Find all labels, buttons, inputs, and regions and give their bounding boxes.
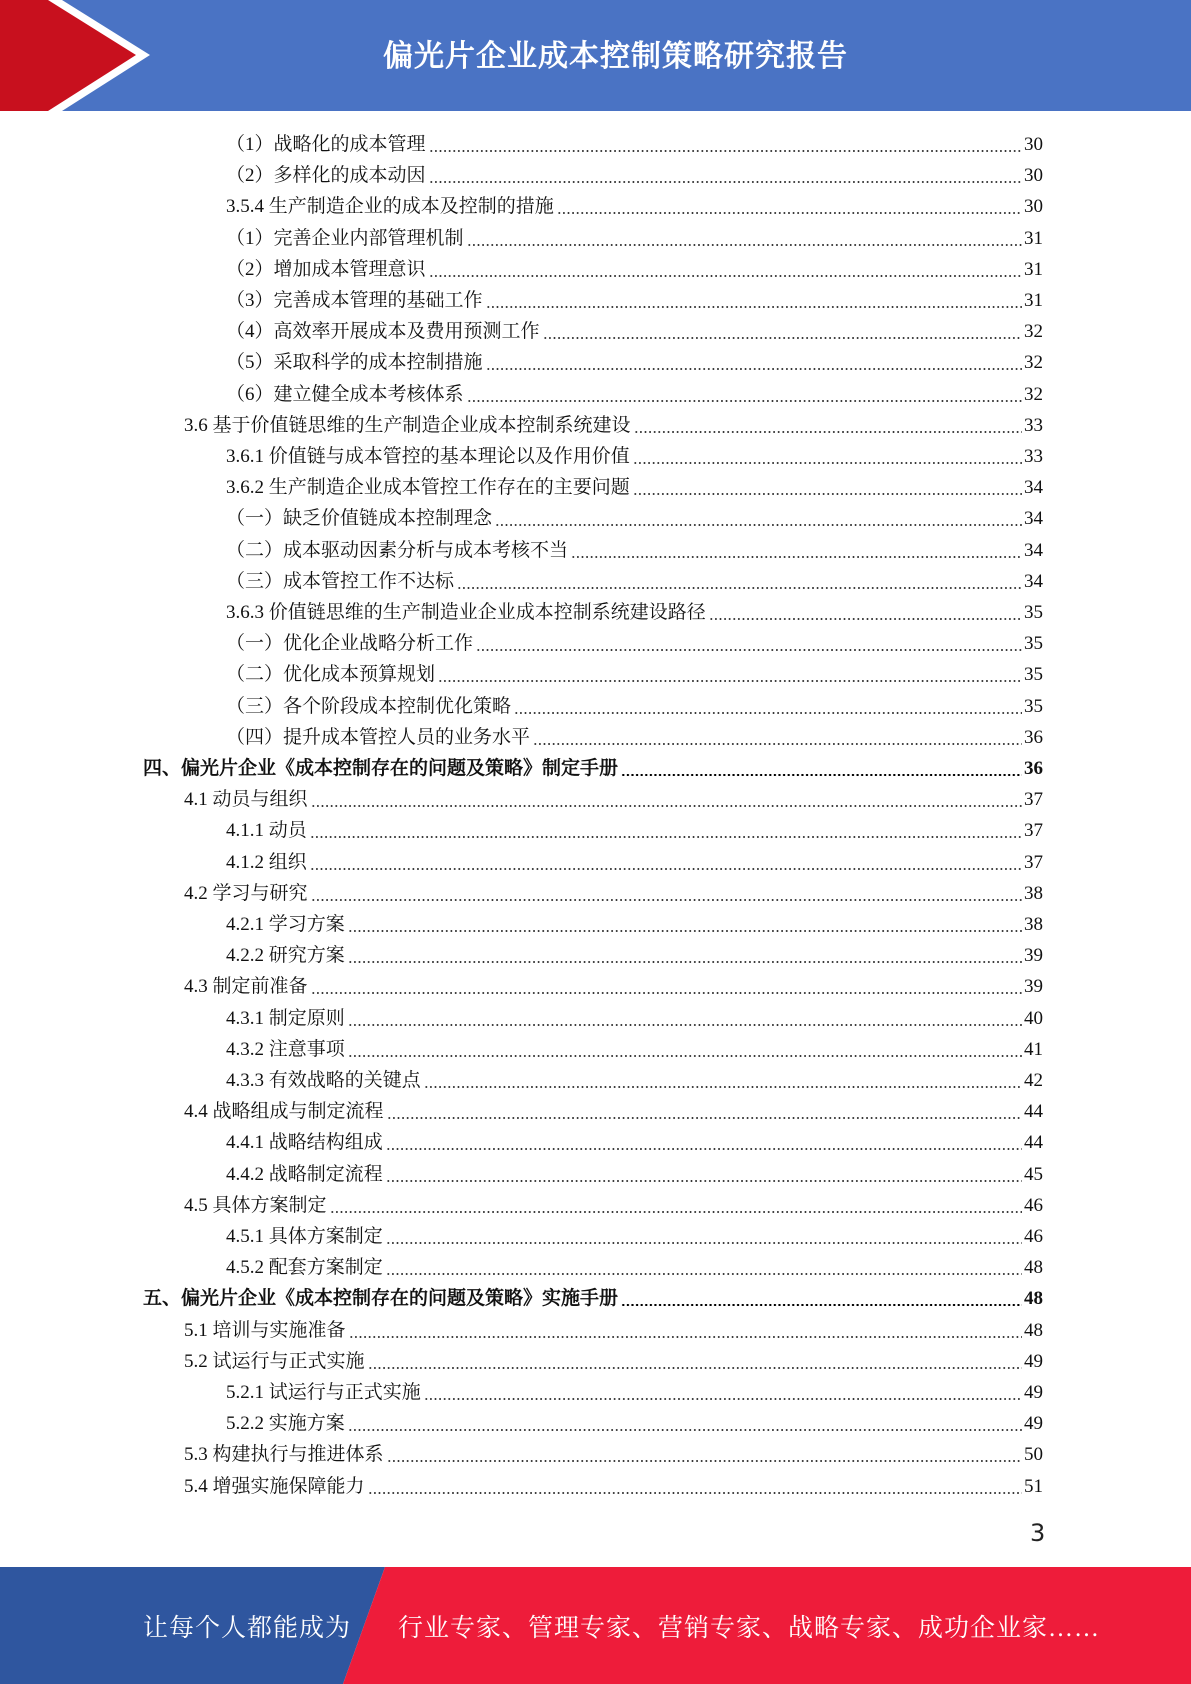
- toc-entry-page: 46: [1024, 1226, 1043, 1247]
- toc-entry-label: （4）高效率开展成本及费用预测工作: [226, 321, 540, 343]
- footer-slogan-left: 让每个人都能成为: [143, 1614, 352, 1642]
- toc-entry-page: 32: [1024, 352, 1043, 374]
- toc-entry[interactable]: [0, 127, 1052, 158]
- toc-entry-label: （三）各个阶段成本控制优化策略: [226, 695, 512, 717]
- toc-dot-leader: [533, 743, 1022, 745]
- toc-dot-leader: [514, 712, 1022, 714]
- footer-slogan-right: 行业专家、管理专家、营销专家、战略专家、成功企业家……: [398, 1614, 1101, 1642]
- toc-entry-label: 5.4 增强实施保障能力: [184, 1475, 365, 1497]
- toc-entry-page: 50: [1024, 1444, 1043, 1466]
- toc-dot-leader: [387, 1460, 1022, 1462]
- toc-entry-label: 4.4.2 战略制定流程: [226, 1163, 383, 1185]
- toc-entry-label: （2）多样化的成本动因: [226, 165, 426, 187]
- toc-dot-leader: [348, 1429, 1022, 1431]
- toc-entry-page: 49: [1024, 1382, 1043, 1403]
- toc-dot-leader: [621, 774, 1022, 776]
- toc-entry[interactable]: [0, 1469, 1052, 1500]
- toc-entry[interactable]: [0, 813, 1052, 844]
- toc-entry[interactable]: [0, 1281, 1052, 1312]
- toc-entry-label: 4.1 动员与组织: [184, 789, 308, 811]
- toc-entry-label: 4.1.2 组织: [226, 851, 307, 873]
- toc-dot-leader: [557, 212, 1022, 214]
- toc-entry-label: 5.2.2 实施方案: [226, 1413, 345, 1435]
- toc-entry-label: （三）成本管控工作不达标: [226, 570, 455, 592]
- toc-dot-leader: [621, 1304, 1022, 1306]
- toc-entry-page: 44: [1024, 1101, 1043, 1123]
- toc-entry-label: 4.4 战略组成与制定流程: [184, 1101, 384, 1123]
- toc-entry[interactable]: [0, 1375, 1052, 1406]
- toc-entry[interactable]: [0, 1032, 1052, 1063]
- toc-entry-page: 32: [1024, 321, 1043, 343]
- toc-entry-page: 49: [1024, 1350, 1043, 1372]
- toc-dot-leader: [310, 836, 1022, 838]
- toc-entry[interactable]: [0, 720, 1052, 751]
- toc-entry-page: 34: [1024, 570, 1043, 592]
- toc-entry-label: （1）战略化的成本管理: [226, 134, 426, 155]
- toc-dot-leader: [348, 1024, 1022, 1026]
- toc-entry[interactable]: [0, 1188, 1052, 1219]
- toc-entry-page: 48: [1024, 1288, 1043, 1310]
- toc-entry-page: 39: [1024, 945, 1043, 967]
- toc-entry[interactable]: [0, 1219, 1052, 1250]
- toc-entry-page: 44: [1024, 1132, 1043, 1154]
- toc-dot-leader: [571, 556, 1022, 558]
- toc-entry[interactable]: [0, 1250, 1052, 1281]
- toc-entry[interactable]: [0, 1344, 1052, 1375]
- toc-entry[interactable]: [0, 907, 1052, 938]
- toc-dot-leader: [311, 992, 1022, 994]
- toc-dot-leader: [387, 1117, 1022, 1119]
- toc-entry[interactable]: [0, 345, 1052, 376]
- toc-entry-label: 4.2.1 学习方案: [226, 914, 345, 935]
- toc-entry-label: （2）增加成本管理意识: [226, 258, 426, 280]
- toc-entry[interactable]: [0, 657, 1052, 688]
- toc-entry-label: （1）完善企业内部管理机制: [226, 227, 464, 249]
- toc-entry-page: 51: [1024, 1475, 1043, 1497]
- toc-dot-leader: [368, 1492, 1022, 1494]
- toc-entry-page: 35: [1024, 695, 1043, 717]
- toc-entry[interactable]: [0, 1313, 1052, 1344]
- toc-entry-label: 5.1 培训与实施准备: [184, 1319, 346, 1341]
- toc-entry-label: 4.3.1 制定原则: [226, 1007, 345, 1029]
- toc-dot-leader: [386, 1180, 1022, 1182]
- page-header: [0, 0, 1191, 111]
- toc-entry-label: 5.2 试运行与正式实施: [184, 1350, 365, 1372]
- toc-dot-leader: [709, 618, 1022, 620]
- toc-entry-page: 41: [1024, 1038, 1043, 1060]
- toc-entry-label: 4.5.1 具体方案制定: [226, 1226, 383, 1247]
- toc-entry-label: 4.2 学习与研究: [184, 882, 308, 904]
- toc-entry-page: 37: [1024, 820, 1043, 842]
- toc-entry-label: 五、偏光片企业《成本控制存在的问题及策略》实施手册: [143, 1288, 619, 1310]
- toc-entry-label: 4.5.2 配套方案制定: [226, 1257, 383, 1279]
- toc-entry-page: 38: [1024, 882, 1043, 904]
- toc-dot-leader: [634, 431, 1022, 433]
- toc-entry[interactable]: [0, 969, 1052, 1000]
- toc-dot-leader: [486, 368, 1022, 370]
- toc-entry-page: 31: [1024, 258, 1043, 280]
- toc-dot-leader: [429, 275, 1022, 277]
- toc-entry-label: 5.2.1 试运行与正式实施: [226, 1382, 421, 1403]
- toc-entry-label: 4.3.3 有效战略的关键点: [226, 1070, 421, 1091]
- toc-dot-leader: [310, 868, 1022, 870]
- toc-entry[interactable]: [0, 1094, 1052, 1125]
- toc-entry-page: 35: [1024, 633, 1043, 655]
- toc-entry[interactable]: [0, 501, 1052, 532]
- toc-entry-page: 35: [1024, 664, 1043, 686]
- toc-entry-label: （四）提升成本管控人员的业务水平: [226, 726, 531, 748]
- toc-entry-label: 4.1.1 动员: [226, 820, 307, 842]
- toc-entry-page: 32: [1024, 383, 1043, 405]
- toc-entry[interactable]: [0, 689, 1052, 720]
- toc-entry[interactable]: [0, 751, 1052, 782]
- toc-entry-page: 46: [1024, 1194, 1043, 1216]
- toc-dot-leader: [495, 524, 1022, 526]
- toc-entry-page: 34: [1024, 508, 1043, 530]
- toc-entry-page: 33: [1024, 446, 1043, 467]
- toc-entry-label: 3.6.1 价值链与成本管控的基本理论以及作用价值: [226, 446, 630, 467]
- toc-entry[interactable]: [0, 845, 1052, 876]
- toc-dot-leader: [386, 1242, 1022, 1244]
- toc-entry[interactable]: [0, 626, 1052, 657]
- toc-entry-label: （6）建立健全成本考核体系: [226, 383, 464, 405]
- toc-dot-leader: [368, 1367, 1022, 1369]
- toc-entry[interactable]: [0, 1437, 1052, 1468]
- toc-dot-leader: [543, 337, 1022, 339]
- toc-entry[interactable]: [0, 158, 1052, 189]
- toc-dot-leader: [349, 1336, 1022, 1338]
- toc-entry-label: 3.5.4 生产制造企业的成本及控制的措施: [226, 196, 554, 218]
- toc-entry-label: （3）完善成本管理的基础工作: [226, 290, 483, 311]
- toc-dot-leader: [429, 150, 1022, 152]
- toc-dot-leader: [424, 1398, 1022, 1400]
- toc-entry-page: 48: [1024, 1319, 1043, 1341]
- toc-dot-leader: [438, 680, 1022, 682]
- toc-entry-page: 48: [1024, 1257, 1043, 1279]
- toc-dot-leader: [633, 462, 1022, 464]
- toc-entry[interactable]: [0, 221, 1052, 252]
- toc-dot-leader: [633, 493, 1022, 495]
- toc-entry-page: 33: [1024, 414, 1043, 436]
- toc-entry-label: 3.6 基于价值链思维的生产制造企业成本控制系统建设: [184, 414, 631, 436]
- toc-entry[interactable]: [0, 252, 1052, 283]
- toc-dot-leader: [311, 899, 1022, 901]
- toc-entry[interactable]: [0, 782, 1052, 813]
- toc-entry-label: 4.3 制定前准备: [184, 976, 308, 998]
- toc-entry-page: 35: [1024, 602, 1043, 623]
- toc-entry[interactable]: [0, 564, 1052, 595]
- toc-entry[interactable]: [0, 408, 1052, 439]
- toc-entry-page: 30: [1024, 196, 1043, 218]
- toc-entry[interactable]: [0, 876, 1052, 907]
- toc-entry-page: 34: [1024, 539, 1043, 561]
- report-title: 偏光片企业成本控制策略研究报告: [383, 38, 848, 74]
- toc-entry-page: 38: [1024, 914, 1043, 935]
- toc-entry-label: 3.6.3 价值链思维的生产制造业企业成本控制系统建设路径: [226, 602, 706, 623]
- toc-entry[interactable]: [0, 1001, 1052, 1032]
- toc-entry[interactable]: [0, 377, 1052, 408]
- toc-dot-leader: [330, 1211, 1022, 1213]
- toc-entry[interactable]: [0, 533, 1052, 564]
- toc-entry-label: （5）采取科学的成本控制措施: [226, 352, 483, 374]
- toc-entry-page: 36: [1024, 726, 1043, 748]
- toc-entry-label: （二）成本驱动因素分析与成本考核不当: [226, 539, 569, 561]
- toc-entry-page: 45: [1024, 1163, 1043, 1185]
- toc-entry[interactable]: [0, 1063, 1052, 1094]
- toc-entry[interactable]: [0, 1125, 1052, 1156]
- toc-entry-label: （一）优化企业战略分析工作: [226, 633, 474, 655]
- toc-entry[interactable]: [0, 439, 1052, 470]
- toc-entry-page: 39: [1024, 976, 1043, 998]
- toc-dot-leader: [467, 244, 1022, 246]
- toc-entry-label: 4.2.2 研究方案: [226, 945, 345, 967]
- toc-dot-leader: [348, 930, 1022, 932]
- toc-entry[interactable]: [0, 938, 1052, 969]
- toc-entry-page: 34: [1024, 477, 1043, 499]
- toc-dot-leader: [348, 961, 1022, 963]
- toc-entry-label: 3.6.2 生产制造企业成本管控工作存在的主要问题: [226, 477, 630, 499]
- toc-entry[interactable]: [0, 595, 1052, 626]
- toc-dot-leader: [386, 1148, 1022, 1150]
- toc-dot-leader: [424, 1086, 1022, 1088]
- toc-entry-page: 42: [1024, 1070, 1043, 1091]
- toc-entry-page: 30: [1024, 134, 1043, 155]
- toc-dot-leader: [476, 649, 1022, 651]
- toc-entry-page: 31: [1024, 227, 1043, 249]
- toc-dot-leader: [386, 1273, 1022, 1275]
- page-number: 3: [1030, 1519, 1046, 1547]
- toc-entry-label: （二）优化成本预算规划: [226, 664, 436, 686]
- toc-entry-label: 5.3 构建执行与推进体系: [184, 1444, 384, 1466]
- page-footer: [0, 1567, 1191, 1684]
- toc-entry-label: 四、偏光片企业《成本控制存在的问题及策略》制定手册: [143, 758, 619, 779]
- toc-entry-page: 30: [1024, 165, 1043, 187]
- toc-dot-leader: [467, 400, 1022, 402]
- toc-entry-page: 31: [1024, 290, 1043, 311]
- toc-entry[interactable]: [0, 189, 1052, 220]
- toc-dot-leader: [486, 306, 1022, 308]
- toc-entry-page: 37: [1024, 789, 1043, 811]
- toc-entry-label: （一）缺乏价值链成本控制理念: [226, 508, 493, 530]
- toc-entry[interactable]: [0, 314, 1052, 345]
- toc-entry[interactable]: [0, 283, 1052, 314]
- toc-entry[interactable]: [0, 470, 1052, 501]
- toc-entry-page: 37: [1024, 851, 1043, 873]
- toc-dot-leader: [429, 181, 1022, 183]
- toc-entry-page: 36: [1024, 758, 1043, 779]
- toc-entry-page: 49: [1024, 1413, 1043, 1435]
- toc-dot-leader: [348, 1055, 1022, 1057]
- toc-entry[interactable]: [0, 1406, 1052, 1437]
- toc-entry-label: 4.3.2 注意事项: [226, 1038, 345, 1060]
- toc-dot-leader: [311, 805, 1022, 807]
- toc-dot-leader: [457, 587, 1022, 589]
- toc-entry-label: 4.5 具体方案制定: [184, 1194, 327, 1216]
- toc-entry[interactable]: [0, 1157, 1052, 1188]
- toc-entry-label: 4.4.1 战略结构组成: [226, 1132, 383, 1154]
- toc-entry-page: 40: [1024, 1007, 1043, 1029]
